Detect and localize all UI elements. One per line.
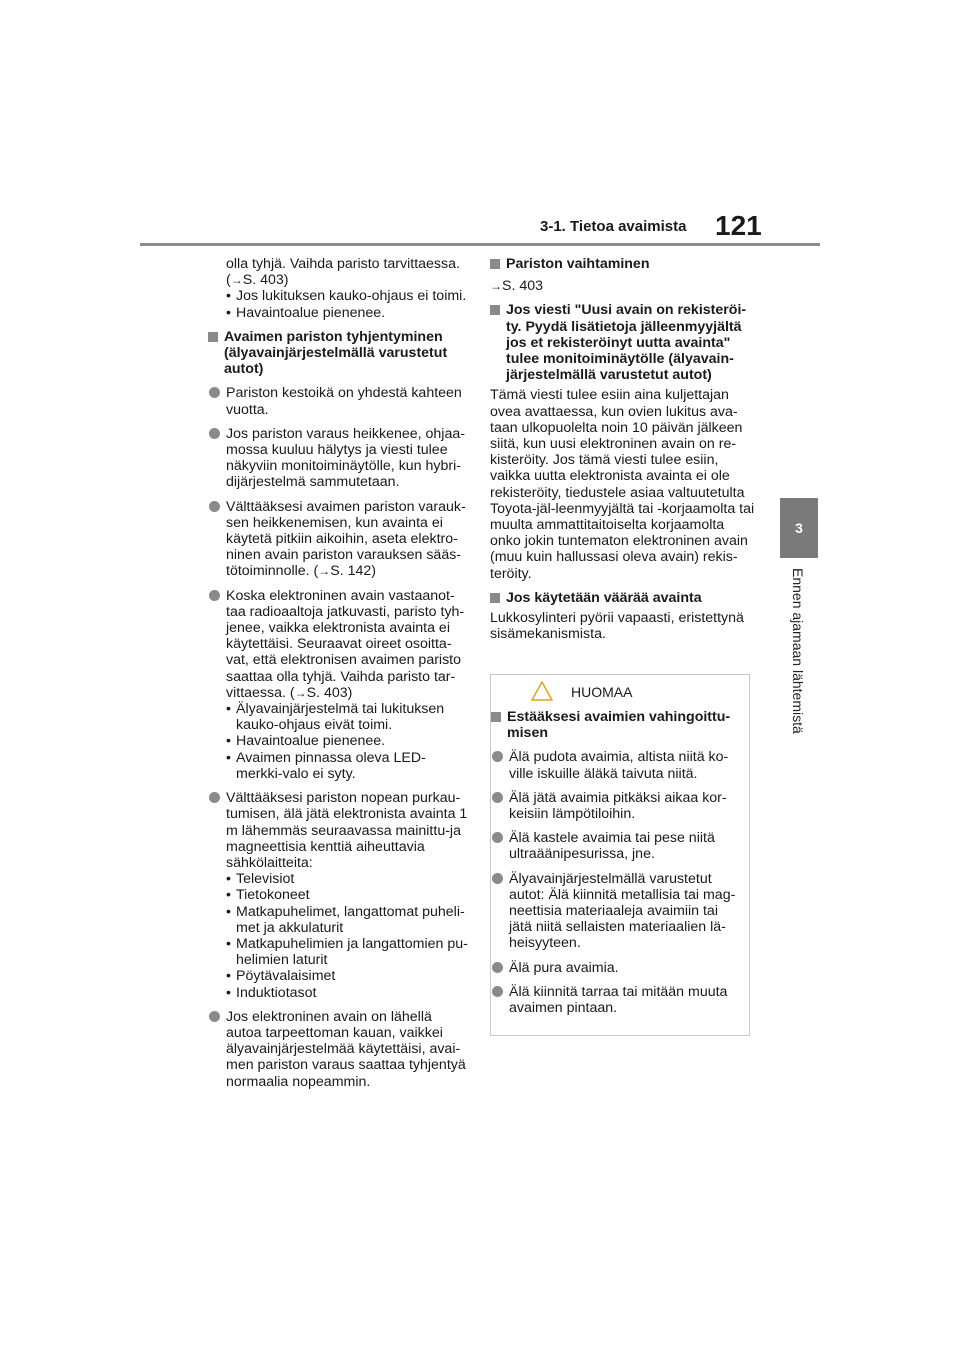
section-heading — [490, 256, 755, 272]
dot-item: • Pöytävalaisimet — [226, 968, 336, 985]
dot-item: • Havaintoalue pienenee. — [226, 304, 386, 321]
dot-text: Älyavainjärjestelmä tai lukituksen kauko-ohjaus eivät toimi. — [236, 701, 445, 734]
circle-bullet-icon — [209, 501, 220, 512]
square-bullet-icon — [491, 712, 501, 722]
dot-item: • Matkapuhelimien ja langattomien pu-helimien laturit — [226, 935, 468, 969]
dot-item: • Televisiot — [226, 871, 295, 888]
circle-bullet-icon — [492, 832, 503, 843]
bullet-item — [208, 499, 470, 580]
heading-text: Pariston vaihtaminen — [506, 256, 650, 272]
bullet-item — [208, 790, 470, 871]
circle-bullet-icon — [492, 751, 503, 762]
bullet-item — [491, 984, 741, 1016]
arrow-icon: → — [294, 685, 307, 700]
page-ref: S. 403 — [502, 278, 544, 295]
square-bullet-icon — [490, 259, 500, 269]
section-heading — [491, 709, 741, 741]
dot-item: • Jos lukituksen kauko-ohjaus ei toimi. — [226, 288, 467, 305]
bullet-text: Jos elektroninen avain on lähellä autoa tarpeettoman kauan, vaikkei älyavainjärjestelmää käytettäisi, avai-men pariston varaus saattaa tyhjentyä normaalia nopeammin. — [226, 1008, 466, 1090]
dot-text: Tietokoneet — [236, 887, 310, 904]
dot-text: Matkapuhelimet, langattomat puheli-met ja akkulaturit — [236, 903, 465, 936]
square-bullet-icon — [490, 593, 500, 603]
dot-item: • Induktiotasot — [226, 984, 317, 1001]
warning-triangle-icon — [531, 681, 553, 701]
bullet-text: Älä pura avaimia. — [509, 959, 619, 976]
circle-bullet-icon — [209, 590, 220, 601]
bullet-text: Älyavainjärjestelmällä varustetut autot: Älä kiinnitä metallisia tai mag-neettisia materiaaleja avaimiin tai jätä niitä sellaisten materiaalien lä-heisyyteen. — [509, 870, 736, 952]
dot-text: Avaimen pinnassa oleva LED-merkki-valo ei syty. — [236, 749, 426, 782]
caution-title: HUOMAA — [571, 684, 633, 700]
continued-ref: (→S. 403) — [226, 272, 289, 289]
heading-text: Jos viesti "Uusi avain on rekisteröi-ty. Pyydä lisätietoja jälleenmyyjältä jos et rekisteröinyt uutta avainta" tulee monitoiminäytölle (älyavain-järjestelmällä varustetut autot) — [506, 302, 747, 384]
page-number: 121 — [715, 210, 762, 241]
square-bullet-icon — [490, 305, 500, 315]
circle-bullet-icon — [492, 962, 503, 973]
bullet-text: Älä kastele avaimia tai pese niitä ultraäänipesurissa, jne. — [509, 830, 715, 863]
dot-text: Havaintoalue pienenee. — [236, 304, 386, 321]
circle-bullet-icon — [209, 387, 220, 398]
bullet-text: Pariston kestoikä on yhdestä kahteen vuotta. — [226, 385, 462, 418]
bullet-item — [491, 960, 741, 976]
dot-text: Televisiot — [236, 871, 295, 888]
body-paragraph: Tämä viesti tulee esiin aina kuljettajan ovea avattaessa, kun ovien lukitus ava-taan ulkopuolelta noin 10 päivän jälkeen siitä, kun uusi elektroninen avain on re-kisteröity. Jos tämä viesti tulee esiin, vaikka uutta elektronista avainta ei ole rekisteröity, tiedustele asiaa valtuutetulta Toyota-jäl-leenmyyjältä tai -korjaamolta tai muulta ammattitaitoiselta korjaamolta onko jokin tuntematon elektroninen avain (muu kuin hallussasi oleva avain) rekis-teröity. — [490, 387, 755, 582]
section-heading — [490, 302, 755, 383]
dot-text: Jos lukituksen kauko-ohjaus ei toimi. — [236, 288, 467, 305]
page-ref: S. 142) — [330, 563, 377, 580]
circle-bullet-icon — [492, 792, 503, 803]
dot-text: Pöytävalaisimet — [236, 968, 336, 985]
heading-text: Jos käytetään väärää avainta — [506, 589, 702, 606]
bullet-text: Jos pariston varaus heikkenee, ohjaa-mossa kuuluu hälytys ja viesti tulee näkyviin monitoiminäytölle, kun hybri-dijärjestelmä sammutetaan. — [226, 425, 465, 491]
circle-bullet-icon — [209, 1011, 220, 1022]
section-heading — [208, 329, 470, 378]
bullet-text: Älä pudota avaimia, altista niitä ko-ville iskuille äläkä taivuta niitä. — [509, 749, 729, 782]
page-ref: S. 403 — [242, 272, 284, 289]
bullet-text: Älä kiinnitä tarraa tai mitään muuta avaimen pintaan. — [509, 983, 728, 1017]
circle-bullet-icon — [209, 428, 220, 439]
section-heading — [490, 590, 755, 606]
dot-text: Matkapuhelimien ja langattomien pu-helimien laturit — [236, 935, 468, 969]
bullet-item — [491, 871, 741, 952]
caution-header — [491, 675, 749, 705]
square-bullet-icon — [208, 332, 218, 342]
continued-text: olla tyhjä. Vaihda paristo tarvittaessa. — [226, 256, 460, 272]
dot-item: • Avaimen pinnassa oleva LED-merkki-valo ei syty. — [226, 749, 426, 782]
bullet-text: Välttääksesi pariston nopean purkau-tumisen, älä jätä elektronista avainta 1 m lähemmäs seuraavassa mainittu-ja magneettisia kenttiä aiheuttavia sähkölaitteita: — [226, 790, 468, 871]
left-column — [208, 256, 470, 1090]
circle-bullet-icon — [492, 986, 503, 997]
arrow-icon: → — [490, 279, 502, 294]
dot-item: • Matkapuhelimet, langattomat puheli-met ja akkulaturit — [226, 903, 465, 936]
caution-box — [490, 674, 750, 1036]
page-ref: S. 403) — [306, 684, 353, 701]
dot-item: • Tietokoneet — [226, 887, 310, 904]
body-paragraph: Lukkosylinteri pyörii vapaasti, eristettynä sisämekanismista. — [490, 610, 744, 643]
circle-bullet-icon — [209, 792, 220, 803]
right-column — [490, 256, 755, 642]
bullet-text: Välttääksesi avaimen pariston varauk-sen heikkenemisen, kun avainta ei käytetä pitkiin aikoihin, aseta elektro-ninen avain pariston varauksen sääs-tötoiminnolle. ( — [226, 498, 466, 580]
chapter-tab-label — [778, 558, 820, 778]
chapter-tab-text: Ennen ajamaan lähtemistä — [790, 568, 806, 734]
dot-text: Havaintoalue pienenee. — [236, 733, 386, 750]
bullet-item — [491, 749, 741, 781]
arrow-icon: → — [318, 564, 331, 579]
bullet-text: Koska elektroninen avain vastaanot-taa radioaaltoja jatkuvasti, paristo tyh-jenee, vaikka elektronista avainta ei käytettäisi. Seuraavat oireet osoitta-vat, että elektronisen avaimen paristo saattaa olla tyhjä. Vaihda paristo tar-vittaessa. ( — [226, 587, 465, 701]
circle-bullet-icon — [492, 873, 503, 884]
bullet-item — [208, 385, 470, 417]
bullet-text: Älä jätä avaimia pitkäksi aikaa kor-keisiin lämpötiloihin. — [509, 789, 727, 823]
section-title: 3-1. Tietoa avaimista — [540, 218, 687, 235]
bullet-item — [208, 588, 470, 701]
caution-body — [491, 709, 741, 1016]
bullet-item — [491, 830, 741, 862]
dot-item: • Havaintoalue pienenee. — [226, 733, 386, 750]
page-ref-line — [490, 278, 755, 294]
heading-text: Avaimen pariston tyhjentyminen (älyavainjärjestelmällä varustetut autot) — [224, 328, 448, 378]
dot-text: Induktiotasot — [236, 984, 317, 1001]
chapter-tab-number: 3 — [780, 498, 818, 558]
bullet-item — [208, 426, 470, 491]
bullet-item — [208, 1009, 470, 1090]
bullet-item — [491, 790, 741, 822]
heading-text: Estääksesi avaimien vahingoittu-misen — [507, 709, 731, 742]
header-divider — [140, 243, 820, 246]
arrow-icon: → — [230, 273, 243, 288]
dot-item: • Älyavainjärjestelmä tai lukituksen kauko-ohjaus eivät toimi. — [226, 701, 445, 734]
